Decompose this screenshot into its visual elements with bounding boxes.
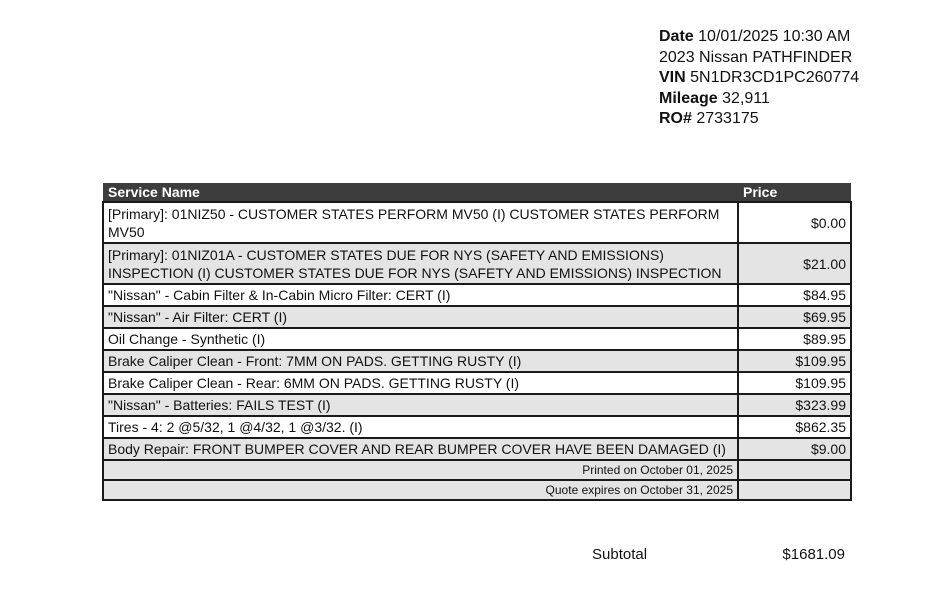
price-cell: $0.00: [738, 202, 851, 243]
empty-price-cell: [738, 480, 851, 500]
service-name-cell: [Primary]: 01NIZ50 - CUSTOMER STATES PERFORM MV50 (I) CUSTOMER STATES PERFORM MV50: [103, 202, 738, 243]
service-name-cell: [Primary]: 01NIZ01A - CUSTOMER STATES DUE FOR NYS (SAFETY AND EMISSIONS) INSPECTION (I) CUSTOMER STATES DUE FOR NYS (SAFETY AND EMISSIONS) INSPECTION: [103, 243, 738, 284]
price-cell: $69.95: [738, 306, 851, 328]
expires-note: Quote expires on October 31, 2025: [103, 480, 738, 500]
table-row: [103, 243, 851, 284]
vin-value: 5N1DR3CD1PC260774: [690, 69, 860, 86]
price-cell: $9.00: [738, 438, 851, 460]
price-cell: $109.95: [738, 350, 851, 372]
table-row: [103, 416, 851, 438]
date-value: 10/01/2025 10:30 AM: [698, 28, 851, 45]
table-row: [103, 394, 851, 416]
printed-note: Printed on October 01, 2025: [103, 460, 738, 480]
vehicle-line: [659, 48, 859, 69]
ro-label: RO#: [659, 110, 692, 127]
service-name-cell: "Nissan" - Air Filter: CERT (I): [103, 306, 738, 328]
table-row: [103, 372, 851, 394]
date-label: Date: [659, 28, 694, 45]
vin-line: [659, 68, 859, 89]
subtotal-value: $1681.09: [782, 546, 845, 563]
price-cell: $84.95: [738, 284, 851, 306]
service-name-cell: Tires - 4: 2 @5/32, 1 @4/32, 1 @3/32. (I): [103, 416, 738, 438]
printed-note-row: [103, 460, 851, 480]
ro-value: 2733175: [696, 110, 759, 127]
table-row: [103, 306, 851, 328]
service-table: [102, 183, 852, 501]
empty-price-cell: [738, 460, 851, 480]
price-cell: $323.99: [738, 394, 851, 416]
table-row: [103, 350, 851, 372]
mileage-label: Mileage: [659, 89, 718, 107]
price-header: Price: [738, 183, 851, 202]
service-name-cell: "Nissan" - Cabin Filter & In-Cabin Micro Filter: CERT (I): [103, 284, 738, 306]
price-cell: $21.00: [738, 243, 851, 284]
service-name-cell: Brake Caliper Clean - Rear: 6MM ON PADS. GETTING RUSTY (I): [103, 372, 738, 394]
service-name-header: Service Name: [103, 183, 738, 202]
expires-note-row: [103, 480, 851, 500]
ro-line: [659, 109, 859, 130]
service-name-cell: "Nissan" - Batteries: FAILS TEST (I): [103, 394, 738, 416]
service-name-cell: Brake Caliper Clean - Front: 7MM ON PADS. GETTING RUSTY (I): [103, 350, 738, 372]
date-line: [659, 27, 859, 48]
mileage-value: 32,911: [722, 89, 770, 107]
vin-label: VIN: [659, 69, 686, 86]
table-row: [103, 438, 851, 460]
price-cell: $89.95: [738, 328, 851, 350]
table-row: [103, 202, 851, 243]
document-header: [659, 27, 859, 130]
mileage-line: [659, 89, 859, 110]
subtotal-label: Subtotal: [592, 546, 648, 563]
service-name-cell: Oil Change - Synthetic (I): [103, 328, 738, 350]
service-name-cell: Body Repair: FRONT BUMPER COVER AND REAR BUMPER COVER HAVE BEEN DAMAGED (I): [103, 438, 738, 460]
table-row: [103, 328, 851, 350]
price-cell: $109.95: [738, 372, 851, 394]
table-header-row: [103, 183, 851, 202]
price-cell: $862.35: [738, 416, 851, 438]
table-row: [103, 284, 851, 306]
vehicle-name: 2023 Nissan PATHFINDER: [659, 48, 853, 66]
